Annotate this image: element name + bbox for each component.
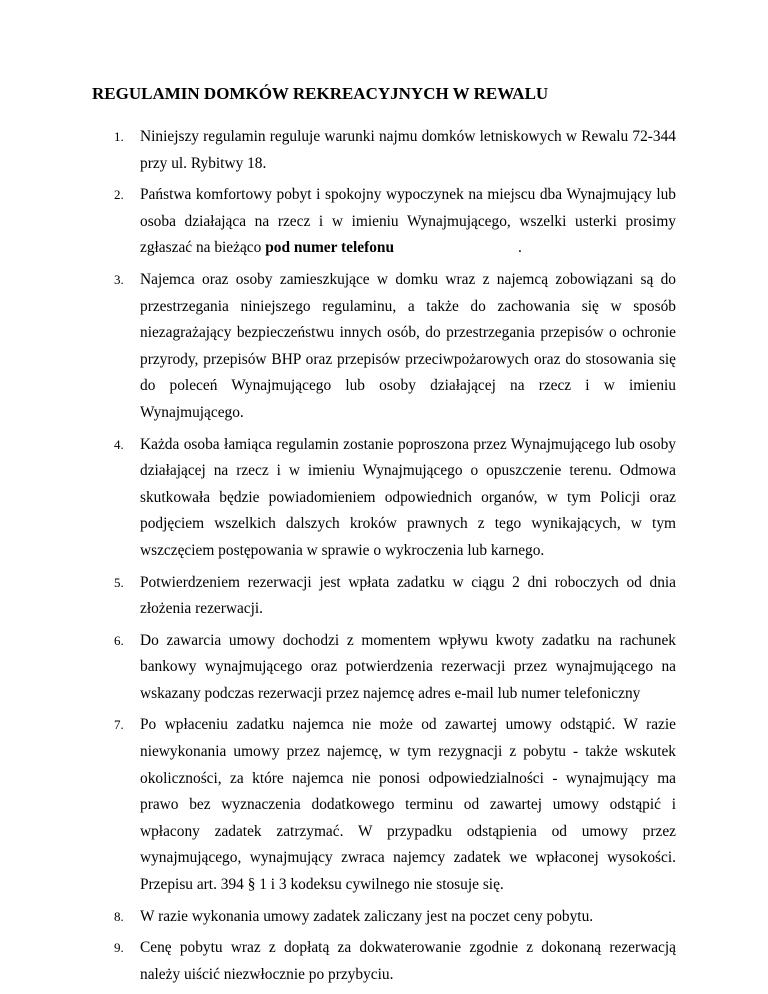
regulation-item-1 [92,124,676,177]
item-text: Każda osoba łamiąca regulamin zostanie poproszona przez Wynajmującego lub osoby działającej na rzecz i w imieniu Wynajmującego o opuszczenie terenu. Odmowa skutkowała będzie powiadomieniem odpowiednich organów, w tym Policji oraz podjęciem wszelkich dalszych kroków prawnych z tego wynikających, w tym wszczęciem postępowania w sprawie o wykroczenia lub karnego. [140,435,676,559]
item-text: W razie wykonania umowy zadatek zaliczany jest na poczet ceny pobytu. [140,907,594,925]
regulation-item-7 [92,712,676,898]
regulations-list [92,124,676,993]
regulation-item-8 [92,904,676,931]
item-number: 6. [114,632,124,648]
item-text: Państwa komfortowy pobyt i spokojny wypoczynek na miejscu dba Wynajmujący lub osoba działająca na rzecz i w imieniu Wynajmującego, wszelki usterki prosimy zgłaszać na bieżąco [140,186,676,257]
regulation-item-4 [92,432,676,565]
item-number: 8. [114,908,124,924]
regulation-item-3 [92,267,676,427]
regulation-item-5 [92,570,676,623]
item-text: Najemca oraz osoby zamieszkujące w domku wraz z najemcą zobowiązani są do przestrzegania niniejszego regulaminu, a także do zachowania się w sposób niezagrażający bezpieczeństwu innych osób, do przestrzegania przepisów o ochronie przyrody, przepisów BHP oraz przepisów przeciwpożarowych oraz do stosowania się do poleceń Wynajmującego lub osoby działającej na rzecz i w imieniu Wynajmującego. [140,270,676,421]
item-text: Niniejszy regulamin reguluje warunki najmu domków letniskowych w Rewalu 72-344 przy ul. Rybitwy 18. [140,128,676,172]
item-number: 5. [114,574,124,590]
item-number: 4. [114,436,124,452]
item-number: 7. [114,717,124,733]
item-text-end: . [518,239,522,257]
item-text: Potwierdzeniem rezerwacji jest wpłata zadatku w ciągu 2 dni roboczych od dnia złożenia rezerwacji. [140,573,676,618]
phone-label: pod numer telefonu [265,239,395,257]
item-text: Po wpłaceniu zadatku najemca nie może od zawartej umowy odstąpić. W razie niewykonania umowy przez najemcę, w tym rezygnacji z pobytu - także wskutek okoliczności, za które najemca nie ponosi odpowiedzialności - wynajmujący ma prawo bez wyznaczenia dodatkowego terminu od zawartej umowy odstąpić i wpłacony zadatek zatrzymać. W przypadku odstąpienia od umowy przez wynajmującego, wynajmujący zwraca najemcy zadatek we wpłaconej wysokości. Przepisu art. 394 § 1 i 3 kodeksu cywilnego nie stosuje się. [140,716,676,894]
item-number: 9. [114,940,124,956]
item-number: 3. [114,271,124,287]
regulation-item-6 [92,628,676,708]
item-text: Cenę pobytu wraz z dopłatą za dokwaterowanie zgodnie z dokonaną rezerwacją należy uiścić niezwłocznie po przybyciu. [140,939,676,983]
regulation-item-2 [92,182,676,262]
document-title: REGULAMIN DOMKÓW REKREACYJNYCH W REWALU [92,84,549,103]
item-number: 2. [114,187,124,203]
regulation-item-9 [92,935,676,988]
item-number: 1. [114,129,124,144]
item-text: Do zawarcia umowy dochodzi z momentem wpływu kwoty zadatku na rachunek bankowy wynajmującego oraz potwierdzenia rezerwacji przez wynajmującego na wskazany podczas rezerwacji przez najemcę adres e-mail lub numer telefoniczny [140,631,676,702]
